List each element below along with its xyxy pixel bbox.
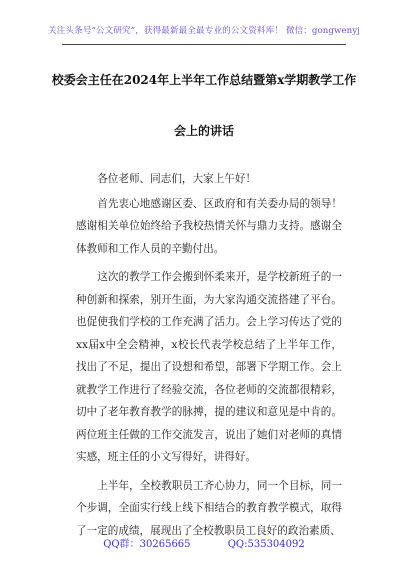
- document-title: 校委会主任在2024年上半年工作总结暨第x学期教学工作: [51, 73, 357, 87]
- footer-qq: QQ:535304092: [227, 539, 305, 550]
- document-title-continued: 会上的讲话: [173, 124, 234, 138]
- paragraph-meeting: 这次的教学工作会搬到怀柔来开，是学校新班子的一种创新和探索，别开生面，为大家沟通交流搭建了平台。也促使我们学校的工作充满了活力。会上学习传达了党的xx届x中全会精神，x校长代表学校总结了上半年工作，找出了不足，提出了设想和希望，部署下学期工作。会上就教学工作进行了经验交流，各位老师的交流都很精彩，切中了老年教育教学的脉搏，提的建议和意见是中肯的。两位班主任做的工作交流发言，说出了她们对老师的真情实感，班主任的小文写得好，讲得好。: [76, 271, 342, 463]
- footer-qq-group: QQ群：30265665: [103, 539, 191, 550]
- header-banner: 关注头条号“公文研究”，获得最新最全最专业的公文资料库！ 微信：gongwenyj: [47, 26, 361, 36]
- document-body: [76, 168, 342, 548]
- paragraph-thanks: 首先衷心地感谢区委、区政府和有关委办局的领导！感谢相关单位始终给予我校热情关怀与鼎力支持。感谢全体教师和工作人员的辛勤付出。: [76, 197, 342, 255]
- paragraph-greeting: 各位老师、同志们，大家上午好！: [97, 173, 257, 185]
- header-divider: [62, 44, 346, 45]
- paragraph-first-half: 上半年，全校教职员工齐心协力，同一个目标，同一个步调，全面实行线上线下相结合的教育教学模式，取得了一定的成绩，展现出了全校教职员工良好的政治素质、: [76, 479, 342, 537]
- footer-contact: [0, 535, 408, 550]
